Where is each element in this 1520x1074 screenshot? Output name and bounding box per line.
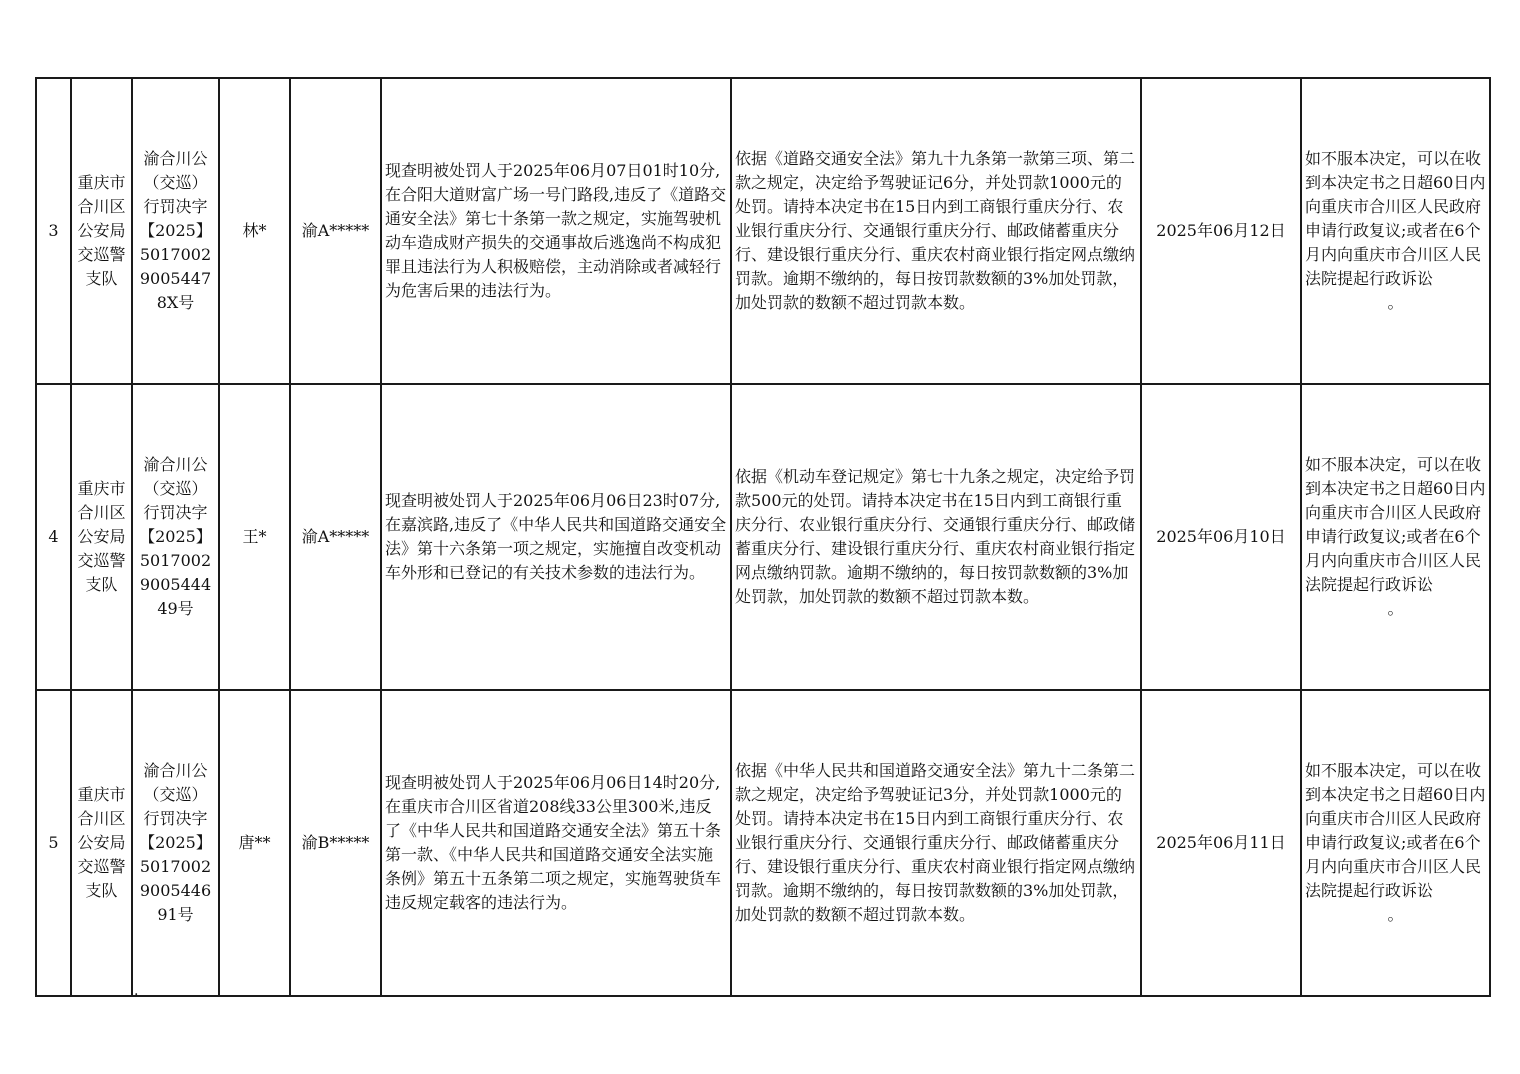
record-name: 林*: [219, 78, 290, 384]
record-basis: 依据《道路交通安全法》第九十九条第一款第三项、第二款之规定，决定给予驾驶证记6分，并处罚款1000元的处罚。请持本决定书在15日内到工商银行重庆分行、农业银行重庆分行、交通银行重庆分行、邮政储蓄重庆分行、建设银行重庆分行、重庆农村商业银行指定网点缴纳罚款。逾期不缴纳的，每日按罚款数额的3%加处罚款，加处罚款的数额不超过罚款本数。: [731, 78, 1141, 384]
record-remedy: [1301, 78, 1490, 384]
record-doc-number: 渝合川公（交巡）行罚决字【2025】501700290054478X号: [132, 78, 219, 384]
record-doc-number: 渝合川公（交巡）行罚决字【2025】5017002900544449号: [132, 384, 219, 690]
record-index: 5: [36, 690, 71, 996]
record-basis: 依据《中华人民共和国道路交通安全法》第九十二条第二款之规定，决定给予驾驶证记3分，并处罚款1000元的处罚。请持本决定书在15日内到工商银行重庆分行、农业银行重庆分行、交通银行重庆分行、邮政储蓄重庆分行、建设银行重庆分行、重庆农村商业银行指定网点缴纳罚款。逾期不缴纳的，每日按罚款数额的3%加处罚款，加处罚款的数额不超过罚款本数。: [731, 690, 1141, 996]
footer-mark: .: [134, 983, 139, 999]
remedy-text: 如不服本决定，可以在收到本决定书之日超60日内向重庆市合川区人民政府申请行政复议;或者在6个月内向重庆市合川区人民法院提起行政诉讼: [1305, 761, 1486, 900]
record-date: 2025年06月12日: [1141, 78, 1301, 384]
record-doc-number: 渝合川公（交巡）行罚决字【2025】5017002900544691号: [132, 690, 219, 996]
record-agency: 重庆市合川区公安局交巡警支队: [71, 690, 132, 996]
remedy-text: 如不服本决定，可以在收到本决定书之日超60日内向重庆市合川区人民政府申请行政复议;或者在6个月内向重庆市合川区人民法院提起行政诉讼: [1305, 455, 1486, 594]
remedy-tail: 。: [1387, 905, 1404, 924]
record-facts: 现查明被处罚人于2025年06月06日23时07分,在嘉滨路,违反了《中华人民共和国道路交通安全法》第十六条第一项之规定，实施擅自改变机动车外形和已登记的有关技术参数的违法行为。: [381, 384, 731, 690]
table-row: [36, 384, 1490, 690]
record-index: 4: [36, 384, 71, 690]
remedy-text: 如不服本决定，可以在收到本决定书之日超60日内向重庆市合川区人民政府申请行政复议;或者在6个月内向重庆市合川区人民法院提起行政诉讼: [1305, 149, 1486, 288]
record-facts: 现查明被处罚人于2025年06月07日01时10分,在合阳大道财富广场一号门路段,违反了《道路交通安全法》第七十条第一款之规定，实施驾驶机动车造成财产损失的交通事故后逃逸尚不构成犯罪且违法行为人积极赔偿，主动消除或者减轻行为危害后果的违法行为。: [381, 78, 731, 384]
record-index: 3: [36, 78, 71, 384]
record-facts: 现查明被处罚人于2025年06月06日14时20分,在重庆市合川区省道208线33公里300米,违反了《中华人民共和国道路交通安全法》第五十条第一款、《中华人民共和国道路交通安全法实施条例》第五十五条第二项之规定，实施驾驶货车违反规定载客的违法行为。: [381, 690, 731, 996]
remedy-tail: 。: [1387, 293, 1404, 312]
penalty-records-table: [35, 77, 1491, 997]
record-date: 2025年06月11日: [1141, 690, 1301, 996]
record-plate: 渝B*****: [290, 690, 381, 996]
record-remedy: [1301, 690, 1490, 996]
record-basis: 依据《机动车登记规定》第七十九条之规定，决定给予罚款500元的处罚。请持本决定书在15日内到工商银行重庆分行、农业银行重庆分行、交通银行重庆分行、邮政储蓄重庆分行、建设银行重庆分行、重庆农村商业银行指定网点缴纳罚款。逾期不缴纳的，每日按罚款数额的3%加处罚款，加处罚款的数额不超过罚款本数。: [731, 384, 1141, 690]
record-name: 王*: [219, 384, 290, 690]
remedy-tail: 。: [1387, 599, 1404, 618]
table-row: [36, 690, 1490, 996]
record-name: 唐**: [219, 690, 290, 996]
record-plate: 渝A*****: [290, 384, 381, 690]
table-row: [36, 78, 1490, 384]
record-agency: 重庆市合川区公安局交巡警支队: [71, 384, 132, 690]
record-remedy: [1301, 384, 1490, 690]
record-date: 2025年06月10日: [1141, 384, 1301, 690]
record-plate: 渝A*****: [290, 78, 381, 384]
record-agency: 重庆市合川区公安局交巡警支队: [71, 78, 132, 384]
